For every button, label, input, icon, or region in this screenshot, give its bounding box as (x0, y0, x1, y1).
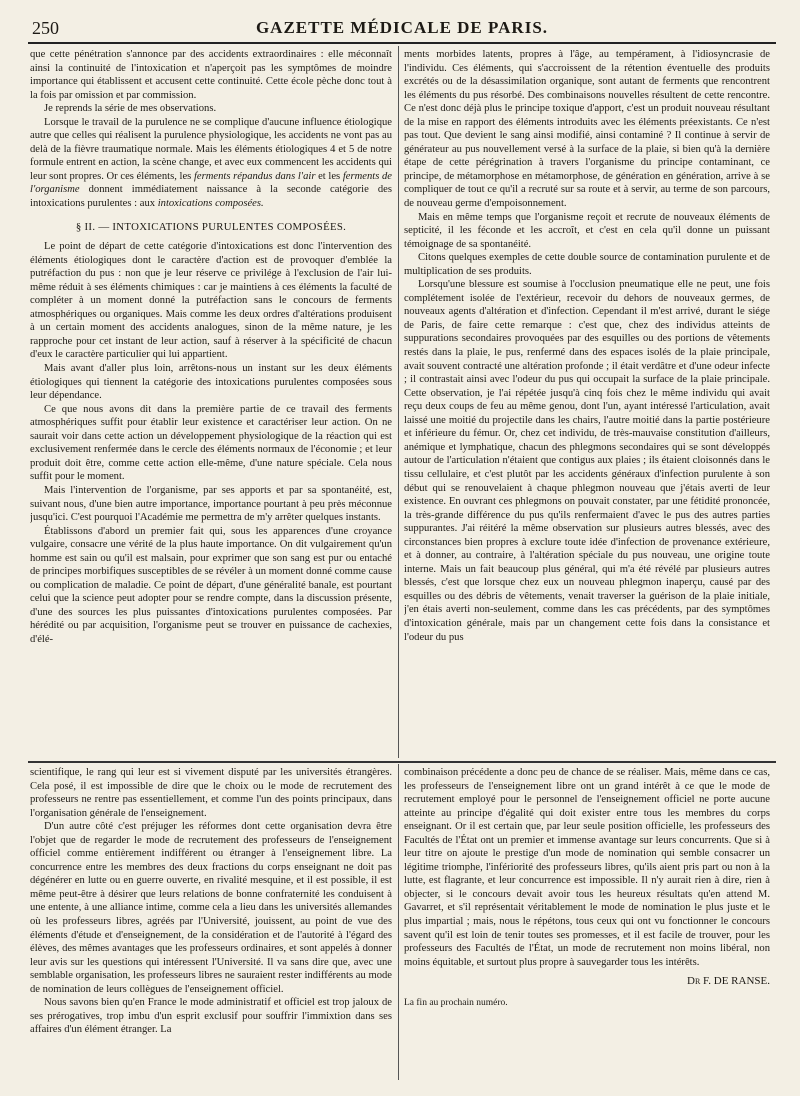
paragraph: Je reprends la série de mes observations. (44, 103, 217, 115)
page-header (28, 18, 776, 40)
continuation-note: La fin au prochain numéro. (404, 997, 508, 1008)
feuilleton-rule (28, 761, 776, 763)
text-run: donnent immédiatement naissance à la seconde catégorie des intoxications purulentes : aux (30, 184, 392, 210)
column-left-top (30, 48, 392, 756)
paragraph: scientifique, le rang qui leur est si vivement disputé par les universités étrangères. Cela posé, il est impossible de dire que le choix ou le mode de recrutement des professeurs ne rentre pas essentiellement, et comme l'un des points principaux, dans l'organisation générale de l'enseignement. (30, 767, 392, 819)
text-run: et les (315, 170, 343, 182)
paragraph: combinaison précédente a donc peu de chance de se réaliser. Mais, même dans ce cas, les professeurs de l'enseignement libre ont un grand intérêt à ce que le mode de recrutement employé pour le personnel de l'enseignement officiel ne porte aucune atteinte au principe d'égalité qui doit exister entre tous les membres du corps enseignant. Or il est certain que, par leur seule position officielle, les professeurs des Facultés de l'État ont un premier et immense avantage sur leurs concurrents. Que si à leur titre on ajoute le prestige d'un mode de nomination qui semble consacrer un légitime triomphe, l'infériorité des professeurs libres, qu'ils aient pris part ou non à la lutte, est flagrante, et leur concurrence est impossible. Il n'y aurait rien à dire, rien à objecter, si le concours devait avoir tous les heureux résultats qu'en attend M. Gavarret, et s'il représentait véritablement le mode de nomination le plus juste et le plus impartial ; mais, nous le répétons, tous ceux qui ont vu fonctionner le concours savent qu'il est loin de tenir toutes ses promesses, et il est facile de trouver, pour les professeurs des Facultés de l'État, un mode de recrutement non moins libéral, non moins équitable, et surtout plus propre à sauvegarder tous les intérêts. (404, 767, 770, 968)
italic-term: ferments répandus dans l'air (193, 170, 316, 182)
italic-term: ferments de l'organisme (30, 170, 392, 196)
paragraph: ments morbides latents, propres à l'âge, au tempérament, à l'idiosyncrasie de l'individu. Ces éléments, qui s'accroissent de la rétention éventuelle des produits excrétés ou de la désassimilation organique, sont autant de ferments que rencontrent les éléments du pus résorbé. Des combinaisons nouvelles résultent de cette rencontre. Ce n'est donc déjà plus le principe toxique d'apport, c'est un produit nouveau résultant de la mise en rapport des éléments introduits avec les éléments préexistants. Ce n'est pas tout. Que devient le sang ainsi modifié, ainsi contaminé ? Il continue à servir de générateur au pus nouvellement versé à la surface de la plaie, si bien qu'à la dernière étape de cette pérégrination à travers l'organisme du principe contaminant, ce principe, de métamorphose en métamorphose, de génération en génération, arrive à se compliquer de tout ce qu'il a recruté sur sa route et à servir, au terme de son parcours, de nouveau germe d'empoisonnement. (404, 49, 770, 210)
column-right-bottom (404, 766, 770, 1082)
paragraph: Nous savons bien qu'en France le mode administratif et officiel est trop jaloux de ses prérogatives, trop imbu d'un esprit exclusif pour souffrir l'immixtion dans ses affaires d'un élément étranger. La (30, 997, 392, 1036)
paragraph (30, 116, 392, 211)
paragraph: Mais l'intervention de l'organisme, par ses apports et par sa spontanéité, est, suivant nous, d'une bien autre importance, importance pourtant à peu près méconnue jusqu'ici. C'est pourquoi l'Académie me permettra de m'y arrêter quelques instants. (30, 484, 392, 524)
column-left-bottom (30, 766, 392, 1082)
column-right-top (404, 48, 770, 756)
text-run: Lorsque le travail de la purulence ne se complique d'aucune influence étiologique autre que celles qui réalisent la purulence physiologique, les accidents ne vont pas au delà de la fièvre traumatique normale. Mais les éléments étiologiques 4 et 5 de notre formule entrent en action, la scène change, et avec eux commencent les accidents qui leur sont propres. Or ces éléments, les (30, 116, 392, 182)
paragraph: Ce que nous avons dit dans la première partie de ce travail des ferments atmosphériques suffit pour établir leur existence et caractériser leur action. On ne saurait voir dans cette action un développement physiologique de la réaction qui est exclusivement renfermée dans le cercle des éléments normaux de l'économie ; et leur produit doit être, comme cette action elle-même, d'une nature spéciale. Cela nous suffit pour le moment. (30, 403, 392, 483)
paragraph: Établissons d'abord un premier fait qui, sous les apparences d'une croyance vulgaire, consacre une vérité de la plus haute importance. On dit vulgairement qu'un homme est sain ou qu'il est malsain, pour exprimer que son sang est pur ou entaché de principes morbifiques susceptibles de se révéler à un moment donné comme cause ou complication de maladie. Ce point de départ, d'une généralité banale, est pourtant celui que la science peut adopter pour se rendre compte, dans la discussion présente, d'une des sources les plus puissantes d'intoxications purulentes composées. Par hérédité ou par acquisition, l'organisme peut se trouver en puissance de cachexies, d'élé- (30, 525, 392, 645)
column-divider-top (398, 46, 399, 758)
section-heading: § II. — INTOXICATIONS PURULENTES COMPOSÉES. (75, 220, 347, 233)
column-divider-bottom (398, 764, 399, 1080)
paragraph: Lorsqu'une blessure est soumise à l'occlusion pneumatique elle ne peut, une fois complétement isolée de l'extérieur, recevoir du dehors de nouveaux germes, de nouveaux agents d'altération et d'infection. Cependant il m'est arrivé, durant le siége de Paris, de faire cette remarque : c'est que, chez des individus atteints de suppurations secondaires provoquées par des esquilles ou des portions de vêtements restés dans la plaie, le pus, renfermé dans des espaces isolés de la plaie principale, avait souvent contracté une altération profonde ; il était verdâtre et d'une odeur infecte ; il contrastait ainsi avec l'odeur du pus qui occupait la surface de la plaie principale. Cette observation, je l'ai répétée jusqu'à cinq fois chez le même individu qui avait reçu deux coups de feu au même genou, dont l'un, ayant intéressé l'articulation, avait laissé une moitié du projectile dans les chairs, l'autre moitié dans la partie postérieure et inférieure du fémur. Or, chez cet individu, de très-mauvaise constitution d'ailleurs, anémique et lymphatique, chacun des phlegmons secondaires qui se sont développés autour de l'articulation n'étaient que contigus aux plaies ; ils étaient cloisonnés dans le tissu cellulaire, et c'est plutôt par les accidents généraux d'infection purulente à son début qui se renouvelaient à chaque phlegmon nouveau que j'étais averti de leur existence. En ouvrant ces phlegmons on pouvait constater, par une fétidité prononcée, la très-grande différence du pus qu'ils renfermaient d'avec le pus des autres parties suppurantes. J'ai réitéré la même observation sur plusieurs autres blessés, avec des circonstances bien propres à exclure toute idée d'infection de provenance extérieure, et à donner, au contraire, à l'altération spéciale du pus nouveau, une origine toute interne. Mais un fait beaucoup plus général, qui m'a été révélé par plusieurs autres blessés, c'est que lorsque chez eux un nouveau phlegmon inaperçu, causé par des esquilles ou des débris de vêtements, venait traverser la guérison de la plaie initiale, j'en étais averti non-seulement, comme dans les cas précédents, par des symptômes d'intoxication générale, mais par un changement cette fois dans la consistance et l'odeur du pus (404, 279, 770, 643)
paragraph: D'un autre côté c'est préjuger les réformes dont cette organisation devra être l'objet que de regarder le mode de recrutement des professeurs de l'enseignement officiel comme entièrement indifférent ou étranger à l'enseignement libre. La concurrence entre les membres des deux fractions du corps enseignant ne doit pas dégénérer en lutte ou en guerre ouverte, en rivalité mesquine, et il est possible, il est même peut-être à désirer que leurs relations de bonne confraternité les conduisent à une entente, à une alliance intime, comme cela a lieu dans les universités allemandes où les professeurs libres, agréés par l'Université, jouissent, au point de vue des éléments d'étude et d'enseignement, de la considération et de l'autorité à l'égard des élèves, des mêmes avantages que les professeurs ordinaires, et sont appelés à donner leur avis sur les questions qui intéressent l'Université. Il va sans dire que, avec une semblable organisation, les professeurs libres ne sauraient rester indifférents au mode de nomination de leurs collègues de l'enseignement officiel. (30, 821, 392, 995)
paragraph: que cette pénétration s'annonce par des accidents extraordinaires : elle méconnaît ainsi la continuité de l'intoxication et n'aperçoit pas les symptômes de moindre importance qui établissent et accusent cette continuité. Cette école pèche donc tout à la fois par omission et par commission. (30, 49, 392, 101)
paragraph: Mais en même temps que l'organisme reçoit et recrute de nouveaux éléments de septicité, il les féconde et les accroît, et c'est en cela qu'il donne un puissant témoignage de sa spontanéité. (404, 211, 770, 250)
paragraph: Citons quelques exemples de cette double source de contamination purulente et de multiplication de ses produits. (404, 252, 770, 277)
paragraph: Mais avant d'aller plus loin, arrêtons-nous un instant sur les deux éléments étiologiques qui tiennent la catégorie des intoxications purulentes composées sous leur dépendance. (30, 363, 392, 402)
author-signature: Dr F. DE RANSE. (687, 975, 770, 988)
header-rule (28, 42, 776, 44)
paragraph: Le point de départ de cette catégorie d'intoxications est donc l'intervention des éléments étiologiques dont le caractère d'action est de provoquer d'emblée la putréfaction du pus : non que je leur réserve ce privilége à l'exclusion de l'air lui-même réduit à ses éléments chimiques : car je maintiens à ces éléments la faculté de compléter à un moment donné la putréfaction sans le concours de ferments atmosphériques ou organiques. Mais comme les deux ordres d'altérations produisent à un certain moment des accidents analogues, sinon de la même nature, je les rapproche pour cet instant de leur action, sauf à réserver à la spécificité de chacun d'eux le caractère particulier qui lui appartient. (30, 241, 392, 361)
italic-term: intoxications composées. (157, 198, 264, 210)
page-number: 250 (32, 18, 59, 38)
gazette-title: GAZETTE MÉDICALE DE PARIS. (255, 18, 549, 37)
